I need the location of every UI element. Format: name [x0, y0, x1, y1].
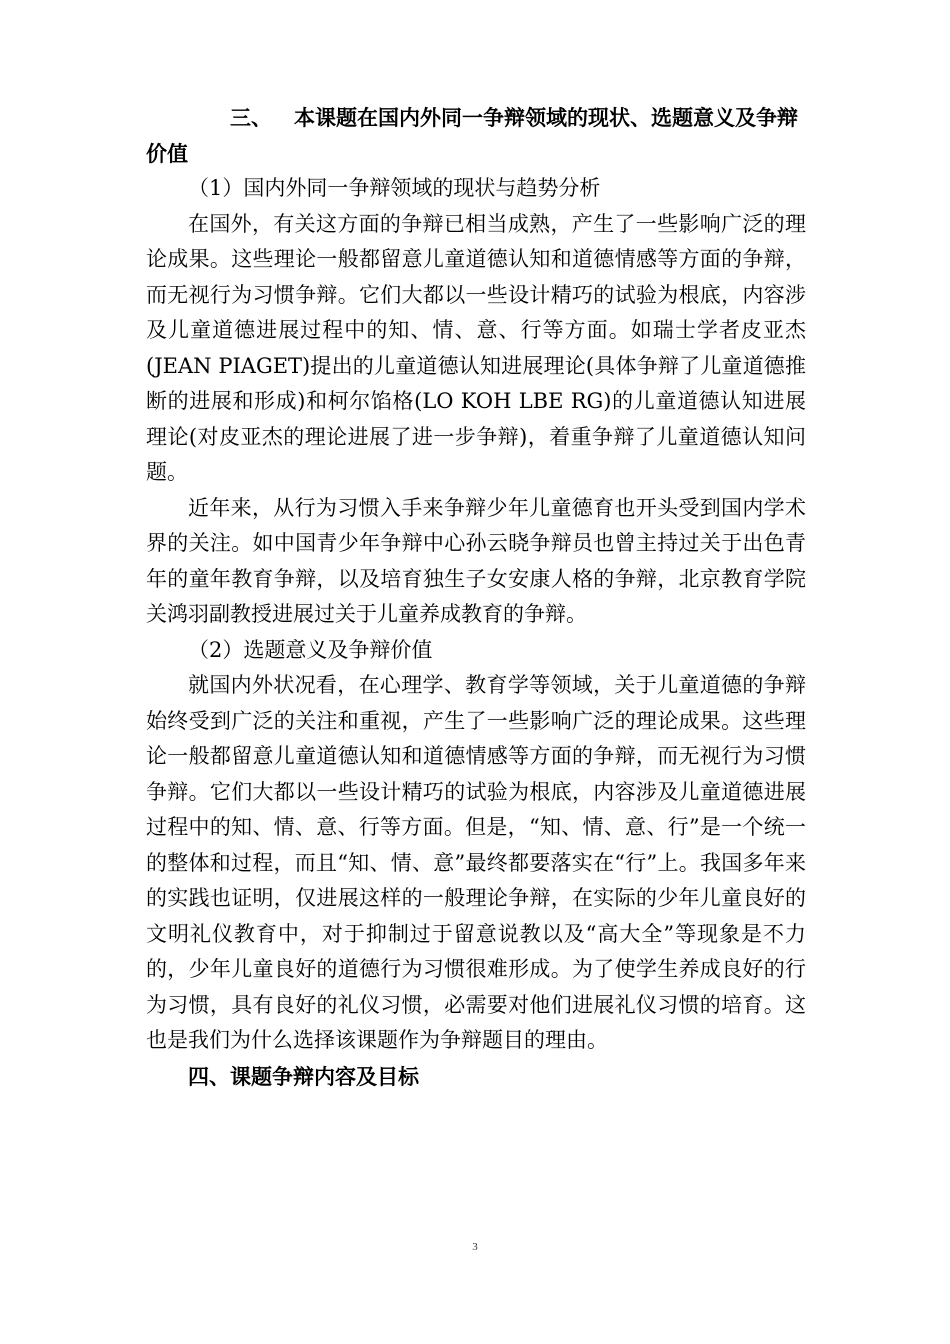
paragraph-2: 近年来，从行为习惯入手来争辩少年儿童德育也开头受到国内学术界的关注。如中国青少年争辩中心孙云晓争辩员也曾主持过关于出色青年的童年教育争辩，以及培育独生子女安康人格的争辩，北京教育学院关鸿羽副教授进展过关于儿童养成教育的争辩。 — [146, 495, 806, 626]
subheading-1: （1）国内外同一争辩领域的现状与趋势分析 — [188, 176, 601, 200]
section-3-title: 本课题在国内外同一争辩领域的现状、选题意义及争辩价值 — [146, 105, 798, 166]
page-number: 3 — [472, 1241, 478, 1253]
paragraph-3: 就国内外状况看，在心理学、教育学等领域，关于儿童道德的争辩始终受到广泛的关注和重视，产生了一些影响广泛的理论成果。这些理论一般都留意儿童道德认知和道德情感等方面的争辩，而无视行为习惯争辩。它们大都以一些设计精巧的试验为根底，内容涉及儿童道德进展过程中的知、情、意、行等方面。但是，“知、情、意、行”是一个统一的整体和过程，而且“知、情、意”最终都要落实在“行”上。我国多年来的实践也证明，仅进展这样的一般理论争辩，在实际的少年儿童良好的文明礼仪教育中，对于抑制过于留意说教以及“高大全”等现象是不力的，少年儿童良好的道德行为习惯很难形成。为了使学生养成良好的行为习惯，具有良好的礼仪习惯，必需要对他们进展礼仪习惯的培育。这也是我们为什么选择该课题作为争辩题目的理由。 — [146, 673, 806, 1052]
section-3-number: 三、 — [230, 105, 272, 130]
paragraph-1: 在国外，有关这方面的争辩已相当成熟，产生了一些影响广泛的理论成果。这些理论一般都留意儿童道德认知和道德情感等方面的争辩，而无视行为习惯争辩。它们大都以一些设计精巧的试验为根底，内容涉及儿童道德进展过程中的知、情、意、行等方面。如瑞士学者皮亚杰(JEAN PIAGET)提出的儿童道德认知进展理论(具体争辩了儿童道德推断的进展和形成)和柯尔馅格(LO KOH LBE RG)的儿童道德认知进展理论(对皮亚杰的理论进展了进一步争辩)，着重争辩了儿童道德认知问题。 — [146, 211, 806, 484]
subheading-2: （2）选题意义及争辩价值 — [188, 637, 433, 662]
section-4-heading: 四、课题争辩内容及目标 — [188, 1063, 419, 1089]
document-body — [146, 100, 806, 1094]
section-3-heading — [146, 100, 806, 171]
